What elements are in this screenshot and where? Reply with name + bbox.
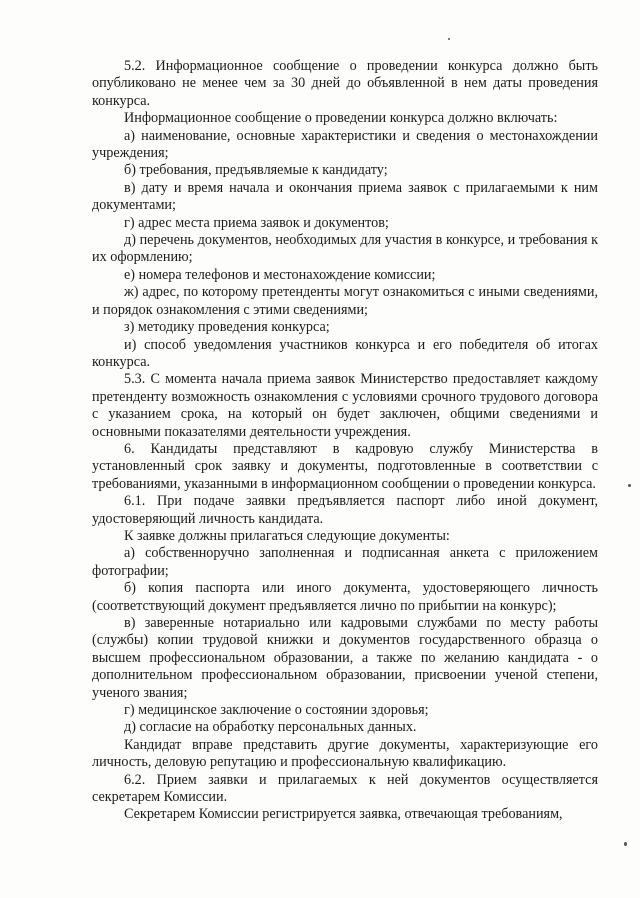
list-item-z: з) методику проведения конкурса;: [124, 319, 330, 336]
list-item-b: б) требования, предъявляемые к кандидату;: [124, 162, 388, 179]
scan-speck: [624, 842, 627, 846]
doc-item-g: г) медицинское заключение о состоянии здоровья;: [124, 702, 429, 719]
paragraph-6: 6. Кандидаты представляют в кадровую службу Министерства в установленный срок заявку и документы, подготовленные в соответствии с требованиями, указанными в информационном сообщении о проведении конкурса.: [92, 440, 598, 492]
doc-item-d: д) согласие на обработку персональных данных.: [124, 719, 417, 736]
paragraph-info-intro: Информационное сообщение о проведении конкурса должно включать:: [124, 110, 558, 127]
paragraph-other-documents: Кандидат вправе представить другие документы, характеризующие его личность, деловую репутацию и профессиональную квалификацию.: [92, 736, 598, 771]
list-item-d: д) перечень документов, необходимых для участия в конкурсе, и требования к их оформлению;: [92, 232, 598, 266]
scan-speck: [628, 484, 631, 487]
list-item-e: е) номера телефонов и местонахождение комиссии;: [124, 266, 436, 283]
list-item-i: и) способ уведомления участников конкурса и его победителя об итогах конкурса.: [92, 336, 598, 370]
paragraph-documents-intro: К заявке должны прилагаться следующие документы:: [124, 527, 450, 544]
paragraph-5-2: 5.2. Информационное сообщение о проведении конкурса должно быть опубликовано не менее чем за 30 дней до объявленной в нем даты проведения конкурса.: [92, 58, 598, 109]
list-item-zh: ж) адрес, по которому претенденты могут ознакомиться с иными сведениями, и порядок ознакомления с этими сведениями;: [92, 284, 598, 318]
list-item-g: г) адрес места приема заявок и документов;: [124, 214, 389, 231]
doc-item-b: б) копия паспорта или иного документа, удостоверяющего личность (соответствующий документ предъявляется лично по прибытии на конкурс);: [92, 580, 598, 614]
scan-speck: [448, 38, 450, 40]
list-item-a: а) наименование, основные характеристики и сведения о местонахождении учреждения;: [92, 127, 598, 162]
paragraph-registration: Секретарем Комиссии регистрируется заявка, отвечающая требованиям,: [124, 806, 563, 823]
doc-item-a: а) собственноручно заполненная и подписанная анкета с приложением фотографии;: [92, 545, 598, 579]
list-item-v: в) дату и время начала и окончания приема заявок с прилагаемыми к ним документами;: [92, 179, 598, 214]
paragraph-6-1: 6.1. При подаче заявки предъявляется паспорт либо иной документ, удостоверяющий личность кандидата.: [92, 493, 598, 527]
document-body: [92, 58, 598, 824]
doc-item-v: в) заверенные нотариально или кадровыми службами по месту работы (службы) копии трудовой книжки и документов государственного образца о высшем профессиональном образовании, а также по желанию кандидата - о дополнительном профессиональном образовании, присвоении ученой степени, ученого звания;: [92, 615, 598, 701]
paragraph-5-3: 5.3. С момента начала приема заявок Министерство предоставляет каждому претенденту возможность ознакомления с условиями срочного трудового договора с указанием срока, на который он будет заключен, общими сведениями и основными показателями деятельности учреждения.: [92, 371, 598, 440]
paragraph-6-2: 6.2. Прием заявки и прилагаемых к ней документов осуществляется секретарем Комиссии.: [92, 771, 598, 806]
